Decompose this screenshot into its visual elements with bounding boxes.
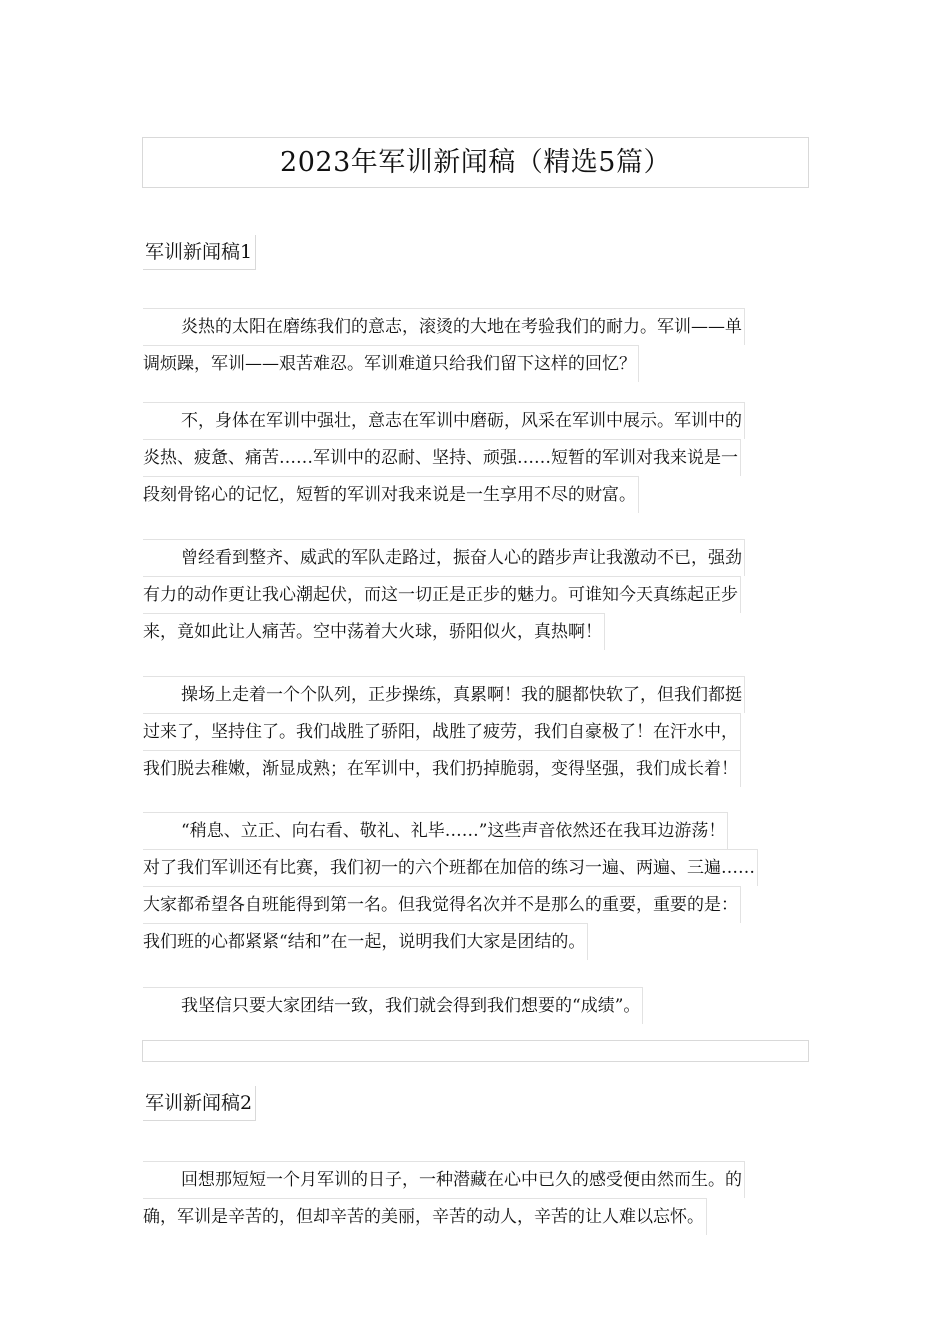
text-line: 我们班的心都紧紧“结和”在一起，说明我们大家是团结的。 <box>143 923 588 960</box>
paragraph-1-4 <box>143 676 807 787</box>
document-title: 2023年军训新闻稿（精选5篇） <box>280 147 671 178</box>
paragraph-1-2 <box>143 402 807 513</box>
text-line: 对了我们军训还有比赛，我们初一的六个班都在加倍的练习一遍、两遍、三遍…… <box>143 849 758 886</box>
text-line: 有力的动作更让我心潮起伏，而这一切正是正步的魅力。可谁知今天真练起正步 <box>143 576 741 613</box>
text-line: 确，军训是辛苦的，但却辛苦的美丽，辛苦的动人，辛苦的让人难以忘怀。 <box>143 1198 707 1235</box>
text-line: 我们脱去稚嫩，渐显成熟；在军训中，我们扔掉脆弱，变得坚强，我们成长着！ <box>143 750 741 787</box>
paragraph-1-3 <box>143 539 807 650</box>
text-line: 调烦躁，军训——艰苦难忍。军训难道只给我们留下这样的回忆？ <box>143 345 639 382</box>
paragraph-1-1 <box>143 308 807 382</box>
text-line: “稍息、立正、向右看、敬礼、礼毕……”这些声音依然还在我耳边游荡！ <box>143 812 728 849</box>
paragraph-2-1 <box>143 1161 807 1235</box>
text-line: 段刻骨铭心的记忆，短暂的军训对我来说是一生享用不尽的财富。 <box>143 476 639 513</box>
paragraph-1-5 <box>143 812 807 960</box>
section-divider <box>142 1040 809 1062</box>
text-line: 炎热、疲惫、痛苦……军训中的忍耐、坚持、顽强……短暂的军训对我来说是一 <box>143 439 741 476</box>
text-line: 操场上走着一个个队列，正步操练，真累啊！我的腿都快软了，但我们都挺 <box>143 676 745 713</box>
text-line: 回想那短短一个月军训的日子，一种潜藏在心中已久的感受便由然而生。的 <box>143 1161 745 1198</box>
text-line: 来，竟如此让人痛苦。空中荡着大火球，骄阳似火，真热啊！ <box>143 613 605 650</box>
text-line: 炎热的太阳在磨练我们的意志，滚烫的大地在考验我们的耐力。军训——单 <box>143 308 745 345</box>
paragraph-1-6 <box>143 987 807 1024</box>
text-line: 大家都希望各自班能得到第一名。但我觉得名次并不是那么的重要，重要的是： <box>143 886 741 923</box>
text-line: 我坚信只要大家团结一致，我们就会得到我们想要的“成绩”。 <box>143 987 643 1024</box>
text-line: 不，身体在军训中强壮，意志在军训中磨砺，风采在军训中展示。军训中的 <box>143 402 745 439</box>
text-line: 曾经看到整齐、威武的军队走路过，振奋人心的踏步声让我激动不已，强劲 <box>143 539 745 576</box>
text-line: 过来了，坚持住了。我们战胜了骄阳，战胜了疲劳，我们自豪极了！在汗水中， <box>143 713 741 750</box>
section-heading-2: 军训新闻稿2 <box>143 1086 256 1121</box>
section-heading-1: 军训新闻稿1 <box>143 235 256 270</box>
